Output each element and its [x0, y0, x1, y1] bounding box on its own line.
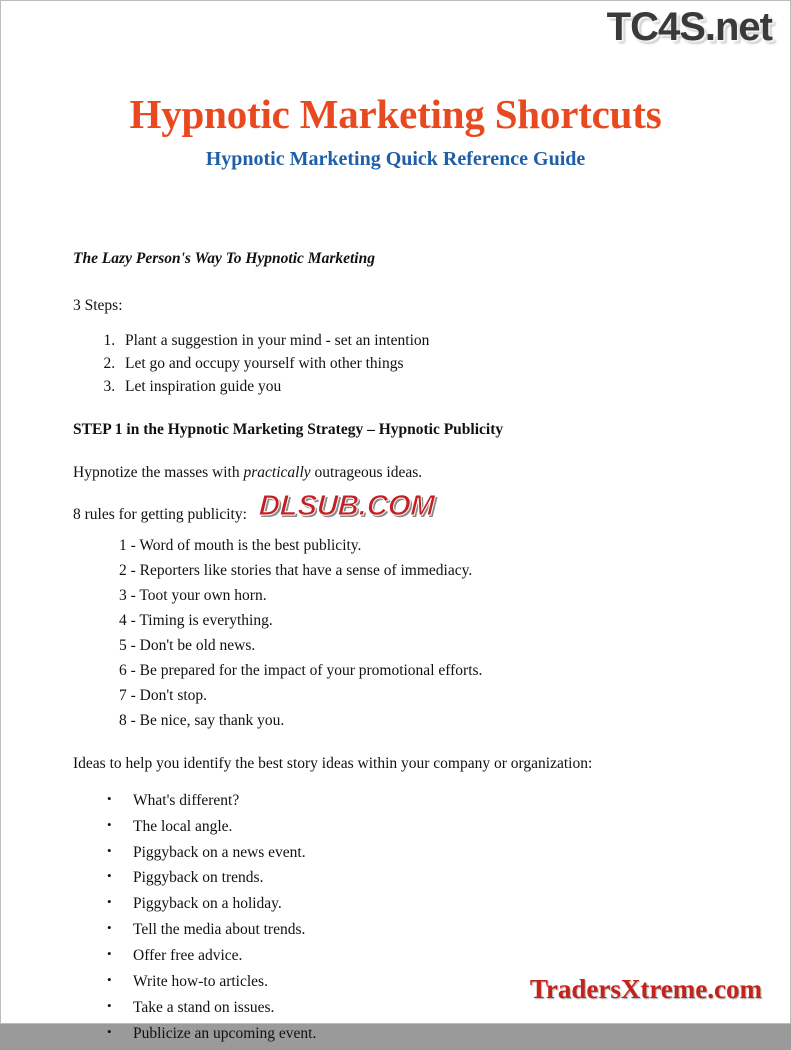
list-item: 2. Let go and occupy yourself with other things	[119, 354, 730, 375]
watermark-dlsub: DLSUB.COM	[258, 490, 436, 522]
list-item: • Publicize an upcoming event.	[107, 1024, 730, 1045]
section-heading-lazy: The Lazy Person's Way To Hypnotic Marketing	[73, 250, 375, 267]
hypnotize-paragraph	[73, 463, 730, 484]
hypnotize-text-after: outrageous ideas.	[310, 463, 423, 481]
list-item: 3 - Toot your own horn.	[119, 587, 267, 605]
page-subtitle: Hypnotic Marketing Quick Reference Guide	[205, 148, 586, 171]
list-item: 5 - Don't be old news.	[119, 637, 256, 655]
list-item: 2 - Reporters like stories that have a sense of immediacy.	[119, 562, 473, 580]
ideas-list	[73, 791, 730, 1045]
hypnotize-text-before: Hypnotize the masses with	[73, 463, 244, 481]
list-item: 7 - Don't stop.	[119, 686, 208, 704]
list-item: • Piggyback on a news event.	[107, 843, 730, 864]
rules-list	[73, 536, 730, 731]
list-item: • Take a stand on issues.	[107, 998, 730, 1019]
list-item: 1. Plant a suggestion in your mind - set an intention	[119, 331, 730, 352]
list-item: 8 - Be nice, say thank you.	[119, 711, 285, 729]
list-item: • Piggyback on a holiday.	[107, 894, 730, 915]
watermark-tc4s: TC4S.net	[606, 5, 772, 49]
list-item: • The local angle.	[107, 817, 730, 838]
hypnotize-text-italic: practically	[243, 463, 311, 481]
list-item: • What's different?	[107, 791, 730, 812]
list-item: 3. Let inspiration guide you	[119, 377, 730, 398]
steps-label: 3 Steps:	[73, 296, 123, 314]
list-item: 6 - Be prepared for the impact of your promotional efforts.	[119, 661, 483, 679]
list-item: • Piggyback on trends.	[107, 868, 730, 889]
watermark-tradersxtreme: TradersXtreme.com	[529, 974, 762, 1004]
rules-label: 8 rules for getting publicity:	[73, 506, 247, 524]
list-item: • Write how-to articles.	[107, 972, 730, 993]
list-item: 1 - Word of mouth is the best publicity.	[119, 537, 362, 555]
list-item: • Tell the media about trends.	[107, 920, 730, 941]
list-item: 4 - Timing is everything.	[119, 612, 273, 630]
section-heading-step-one: STEP 1 in the Hypnotic Marketing Strategy – Hypnotic Publicity	[73, 420, 504, 438]
document-body	[73, 249, 730, 1050]
steps-list	[73, 331, 730, 398]
ideas-label: Ideas to help you identify the best story ideas within your company or organization:	[73, 754, 593, 772]
page-title: Hypnotic Marketing Shortcuts	[129, 91, 662, 137]
list-item: • Offer free advice.	[107, 946, 730, 967]
